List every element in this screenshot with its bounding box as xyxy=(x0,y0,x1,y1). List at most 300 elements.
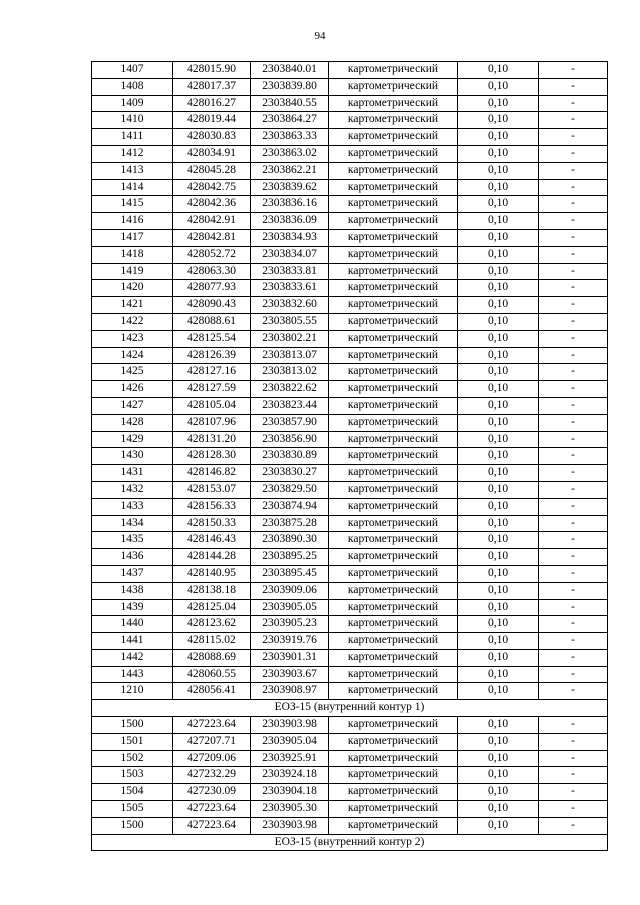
method-cell: картометрический xyxy=(329,246,458,263)
method-cell: картометрический xyxy=(329,414,458,431)
accuracy-cell: 0,10 xyxy=(458,565,539,582)
table-row xyxy=(92,481,608,498)
table-row xyxy=(92,162,608,179)
accuracy-cell: 0,10 xyxy=(458,162,539,179)
method-cell: картометрический xyxy=(329,129,458,146)
table-row xyxy=(92,750,608,767)
point-number: 1415 xyxy=(92,196,173,213)
point-number: 1502 xyxy=(92,750,173,767)
table-row xyxy=(92,565,608,582)
note-cell: - xyxy=(539,313,608,330)
point-number: 1500 xyxy=(92,817,173,834)
point-number: 1408 xyxy=(92,78,173,95)
coord-x: 428123.62 xyxy=(173,616,251,633)
coord-x: 427223.64 xyxy=(173,717,251,734)
method-cell: картометрический xyxy=(329,465,458,482)
accuracy-cell: 0,10 xyxy=(458,95,539,112)
coord-y: 2303840.55 xyxy=(251,95,329,112)
coord-y: 2303863.02 xyxy=(251,145,329,162)
note-cell: - xyxy=(539,330,608,347)
accuracy-cell: 0,10 xyxy=(458,112,539,129)
table-row xyxy=(92,179,608,196)
table-row xyxy=(92,616,608,633)
coord-y: 2303905.04 xyxy=(251,733,329,750)
coord-y: 2303830.89 xyxy=(251,448,329,465)
point-number: 1434 xyxy=(92,515,173,532)
coord-x: 428063.30 xyxy=(173,263,251,280)
accuracy-cell: 0,10 xyxy=(458,347,539,364)
table-row xyxy=(92,297,608,314)
point-number: 1424 xyxy=(92,347,173,364)
method-cell: картометрический xyxy=(329,498,458,515)
coord-y: 2303822.62 xyxy=(251,381,329,398)
accuracy-cell: 0,10 xyxy=(458,129,539,146)
coord-x: 427223.64 xyxy=(173,801,251,818)
coordinates-table xyxy=(91,61,608,851)
method-cell: картометрический xyxy=(329,229,458,246)
section-label: ЕОЗ-15 (внутренний контур 2) xyxy=(92,834,608,851)
coord-x: 428088.61 xyxy=(173,313,251,330)
note-cell: - xyxy=(539,549,608,566)
accuracy-cell: 0,10 xyxy=(458,196,539,213)
coord-x: 428088.69 xyxy=(173,649,251,666)
coord-y: 2303905.05 xyxy=(251,599,329,616)
coord-x: 428015.90 xyxy=(173,62,251,79)
note-cell: - xyxy=(539,297,608,314)
table-row xyxy=(92,330,608,347)
coord-y: 2303903.98 xyxy=(251,717,329,734)
table-row xyxy=(92,549,608,566)
accuracy-cell: 0,10 xyxy=(458,246,539,263)
note-cell: - xyxy=(539,532,608,549)
method-cell: картометрический xyxy=(329,649,458,666)
table-row xyxy=(92,515,608,532)
note-cell: - xyxy=(539,246,608,263)
coord-y: 2303833.81 xyxy=(251,263,329,280)
accuracy-cell: 0,10 xyxy=(458,213,539,230)
coord-x: 428131.20 xyxy=(173,431,251,448)
accuracy-cell: 0,10 xyxy=(458,784,539,801)
method-cell: картометрический xyxy=(329,280,458,297)
point-number: 1430 xyxy=(92,448,173,465)
accuracy-cell: 0,10 xyxy=(458,683,539,700)
table-row xyxy=(92,599,608,616)
method-cell: картометрический xyxy=(329,633,458,650)
table-row xyxy=(92,381,608,398)
coord-y: 2303925.91 xyxy=(251,750,329,767)
coord-x: 428153.07 xyxy=(173,481,251,498)
point-number: 1431 xyxy=(92,465,173,482)
table-row xyxy=(92,733,608,750)
method-cell: картометрический xyxy=(329,397,458,414)
note-cell: - xyxy=(539,129,608,146)
note-cell: - xyxy=(539,633,608,650)
coord-x: 428019.44 xyxy=(173,112,251,129)
coord-y: 2303857.90 xyxy=(251,414,329,431)
table-row xyxy=(92,465,608,482)
note-cell: - xyxy=(539,179,608,196)
note-cell: - xyxy=(539,112,608,129)
note-cell: - xyxy=(539,498,608,515)
accuracy-cell: 0,10 xyxy=(458,582,539,599)
note-cell: - xyxy=(539,280,608,297)
accuracy-cell: 0,10 xyxy=(458,767,539,784)
coord-x: 428045.28 xyxy=(173,162,251,179)
method-cell: картометрический xyxy=(329,263,458,280)
coord-y: 2303901.31 xyxy=(251,649,329,666)
method-cell: картометрический xyxy=(329,179,458,196)
accuracy-cell: 0,10 xyxy=(458,297,539,314)
note-cell: - xyxy=(539,414,608,431)
accuracy-cell: 0,10 xyxy=(458,515,539,532)
coord-y: 2303834.93 xyxy=(251,229,329,246)
note-cell: - xyxy=(539,347,608,364)
coord-y: 2303895.25 xyxy=(251,549,329,566)
table-row xyxy=(92,448,608,465)
point-number: 1433 xyxy=(92,498,173,515)
table-row xyxy=(92,683,608,700)
accuracy-cell: 0,10 xyxy=(458,229,539,246)
accuracy-cell: 0,10 xyxy=(458,498,539,515)
method-cell: картометрический xyxy=(329,515,458,532)
method-cell: картометрический xyxy=(329,347,458,364)
page-number: 94 xyxy=(314,30,326,42)
point-number: 1423 xyxy=(92,330,173,347)
coord-x: 428138.18 xyxy=(173,582,251,599)
coord-y: 2303903.98 xyxy=(251,817,329,834)
coord-x: 428052.72 xyxy=(173,246,251,263)
table-row xyxy=(92,78,608,95)
coord-x: 428107.96 xyxy=(173,414,251,431)
method-cell: картометрический xyxy=(329,78,458,95)
coord-y: 2303875.28 xyxy=(251,515,329,532)
point-number: 1426 xyxy=(92,381,173,398)
method-cell: картометрический xyxy=(329,582,458,599)
coord-y: 2303840.01 xyxy=(251,62,329,79)
method-cell: картометрический xyxy=(329,145,458,162)
coord-x: 428017.37 xyxy=(173,78,251,95)
accuracy-cell: 0,10 xyxy=(458,481,539,498)
point-number: 1437 xyxy=(92,565,173,582)
accuracy-cell: 0,10 xyxy=(458,817,539,834)
accuracy-cell: 0,10 xyxy=(458,330,539,347)
accuracy-cell: 0,10 xyxy=(458,145,539,162)
coord-y: 2303905.23 xyxy=(251,616,329,633)
coord-y: 2303904.18 xyxy=(251,784,329,801)
coord-x: 428150.33 xyxy=(173,515,251,532)
note-cell: - xyxy=(539,364,608,381)
section-row xyxy=(92,700,608,717)
table-row xyxy=(92,633,608,650)
note-cell: - xyxy=(539,397,608,414)
note-cell: - xyxy=(539,767,608,784)
accuracy-cell: 0,10 xyxy=(458,448,539,465)
table-row xyxy=(92,532,608,549)
method-cell: картометрический xyxy=(329,481,458,498)
method-cell: картометрический xyxy=(329,817,458,834)
note-cell: - xyxy=(539,448,608,465)
method-cell: картометрический xyxy=(329,364,458,381)
table-body-contour-1 xyxy=(92,62,608,700)
table-row xyxy=(92,62,608,79)
note-cell: - xyxy=(539,213,608,230)
point-number: 1439 xyxy=(92,599,173,616)
note-cell: - xyxy=(539,431,608,448)
method-cell: картометрический xyxy=(329,801,458,818)
coord-y: 2303833.61 xyxy=(251,280,329,297)
coord-x: 428146.43 xyxy=(173,532,251,549)
point-number: 1443 xyxy=(92,666,173,683)
table-row xyxy=(92,397,608,414)
method-cell: картометрический xyxy=(329,767,458,784)
point-number: 1432 xyxy=(92,481,173,498)
coord-x: 428125.54 xyxy=(173,330,251,347)
table-row xyxy=(92,817,608,834)
table-row xyxy=(92,414,608,431)
table-row xyxy=(92,649,608,666)
coord-x: 428126.39 xyxy=(173,347,251,364)
point-number: 1421 xyxy=(92,297,173,314)
coord-x: 427207.71 xyxy=(173,733,251,750)
method-cell: картометрический xyxy=(329,162,458,179)
accuracy-cell: 0,10 xyxy=(458,616,539,633)
note-cell: - xyxy=(539,145,608,162)
coord-x: 428128.30 xyxy=(173,448,251,465)
accuracy-cell: 0,10 xyxy=(458,465,539,482)
coord-x: 428077.93 xyxy=(173,280,251,297)
table-row xyxy=(92,364,608,381)
note-cell: - xyxy=(539,666,608,683)
coord-y: 2303802.21 xyxy=(251,330,329,347)
method-cell: картометрический xyxy=(329,666,458,683)
coord-y: 2303829.50 xyxy=(251,481,329,498)
coord-x: 428042.36 xyxy=(173,196,251,213)
accuracy-cell: 0,10 xyxy=(458,801,539,818)
accuracy-cell: 0,10 xyxy=(458,532,539,549)
accuracy-cell: 0,10 xyxy=(458,666,539,683)
method-cell: картометрический xyxy=(329,330,458,347)
point-number: 1417 xyxy=(92,229,173,246)
method-cell: картометрический xyxy=(329,62,458,79)
note-cell: - xyxy=(539,750,608,767)
coord-y: 2303903.67 xyxy=(251,666,329,683)
accuracy-cell: 0,10 xyxy=(458,381,539,398)
point-number: 1425 xyxy=(92,364,173,381)
point-number: 1500 xyxy=(92,717,173,734)
table-row xyxy=(92,95,608,112)
note-cell: - xyxy=(539,78,608,95)
coord-y: 2303813.07 xyxy=(251,347,329,364)
accuracy-cell: 0,10 xyxy=(458,549,539,566)
method-cell: картометрический xyxy=(329,549,458,566)
accuracy-cell: 0,10 xyxy=(458,599,539,616)
table-row xyxy=(92,196,608,213)
table-row xyxy=(92,246,608,263)
point-number: 1420 xyxy=(92,280,173,297)
accuracy-cell: 0,10 xyxy=(458,750,539,767)
note-cell: - xyxy=(539,565,608,582)
table-body-contour-2 xyxy=(92,717,608,835)
method-cell: картометрический xyxy=(329,196,458,213)
method-cell: картометрический xyxy=(329,381,458,398)
point-number: 1436 xyxy=(92,549,173,566)
coord-x: 428127.59 xyxy=(173,381,251,398)
coord-y: 2303905.30 xyxy=(251,801,329,818)
point-number: 1440 xyxy=(92,616,173,633)
point-number: 1501 xyxy=(92,733,173,750)
method-cell: картометрический xyxy=(329,750,458,767)
note-cell: - xyxy=(539,381,608,398)
note-cell: - xyxy=(539,481,608,498)
point-number: 1407 xyxy=(92,62,173,79)
point-number: 1428 xyxy=(92,414,173,431)
coord-x: 428042.81 xyxy=(173,229,251,246)
coord-y: 2303834.07 xyxy=(251,246,329,263)
table-row xyxy=(92,784,608,801)
note-cell: - xyxy=(539,465,608,482)
coord-x: 427223.64 xyxy=(173,817,251,834)
coord-y: 2303832.60 xyxy=(251,297,329,314)
table-row xyxy=(92,112,608,129)
point-number: 1410 xyxy=(92,112,173,129)
coord-x: 428016.27 xyxy=(173,95,251,112)
table-row xyxy=(92,666,608,683)
coord-x: 428144.28 xyxy=(173,549,251,566)
point-number: 1504 xyxy=(92,784,173,801)
coord-y: 2303839.62 xyxy=(251,179,329,196)
method-cell: картометрический xyxy=(329,565,458,582)
coord-x: 428156.33 xyxy=(173,498,251,515)
note-cell: - xyxy=(539,162,608,179)
note-cell: - xyxy=(539,229,608,246)
coord-y: 2303830.27 xyxy=(251,465,329,482)
point-number: 1419 xyxy=(92,263,173,280)
coord-x: 428146.82 xyxy=(173,465,251,482)
coord-x: 428034.91 xyxy=(173,145,251,162)
point-number: 1442 xyxy=(92,649,173,666)
table-row xyxy=(92,313,608,330)
note-cell: - xyxy=(539,683,608,700)
coord-x: 428125.04 xyxy=(173,599,251,616)
coord-y: 2303862.21 xyxy=(251,162,329,179)
coord-y: 2303856.90 xyxy=(251,431,329,448)
note-cell: - xyxy=(539,784,608,801)
accuracy-cell: 0,10 xyxy=(458,414,539,431)
coord-y: 2303836.09 xyxy=(251,213,329,230)
method-cell: картометрический xyxy=(329,733,458,750)
table-row xyxy=(92,717,608,734)
coord-x: 428042.91 xyxy=(173,213,251,230)
table-row xyxy=(92,767,608,784)
point-number: 1416 xyxy=(92,213,173,230)
coord-y: 2303874.94 xyxy=(251,498,329,515)
coord-x: 428042.75 xyxy=(173,179,251,196)
table-row xyxy=(92,582,608,599)
coord-y: 2303805.55 xyxy=(251,313,329,330)
note-cell: - xyxy=(539,599,608,616)
coord-y: 2303836.16 xyxy=(251,196,329,213)
point-number: 1429 xyxy=(92,431,173,448)
coord-x: 428140.95 xyxy=(173,565,251,582)
table-row xyxy=(92,129,608,146)
point-number: 1411 xyxy=(92,129,173,146)
method-cell: картометрический xyxy=(329,431,458,448)
point-number: 1422 xyxy=(92,313,173,330)
method-cell: картометрический xyxy=(329,599,458,616)
table-row xyxy=(92,347,608,364)
note-cell: - xyxy=(539,817,608,834)
table-row xyxy=(92,229,608,246)
point-number: 1418 xyxy=(92,246,173,263)
table-row xyxy=(92,431,608,448)
table-row xyxy=(92,801,608,818)
table-row xyxy=(92,498,608,515)
accuracy-cell: 0,10 xyxy=(458,179,539,196)
table-row xyxy=(92,263,608,280)
accuracy-cell: 0,10 xyxy=(458,364,539,381)
point-number: 1409 xyxy=(92,95,173,112)
note-cell: - xyxy=(539,196,608,213)
coord-y: 2303895.45 xyxy=(251,565,329,582)
coord-y: 2303863.33 xyxy=(251,129,329,146)
table-row xyxy=(92,145,608,162)
point-number: 1505 xyxy=(92,801,173,818)
coord-x: 428127.16 xyxy=(173,364,251,381)
coord-y: 2303908.97 xyxy=(251,683,329,700)
section-label: ЕОЗ-15 (внутренний контур 1) xyxy=(92,700,608,717)
method-cell: картометрический xyxy=(329,717,458,734)
accuracy-cell: 0,10 xyxy=(458,313,539,330)
method-cell: картометрический xyxy=(329,532,458,549)
coord-y: 2303864.27 xyxy=(251,112,329,129)
point-number: 1412 xyxy=(92,145,173,162)
method-cell: картометрический xyxy=(329,297,458,314)
coord-y: 2303909.06 xyxy=(251,582,329,599)
method-cell: картометрический xyxy=(329,95,458,112)
accuracy-cell: 0,10 xyxy=(458,733,539,750)
note-cell: - xyxy=(539,649,608,666)
accuracy-cell: 0,10 xyxy=(458,717,539,734)
method-cell: картометрический xyxy=(329,448,458,465)
coord-x: 428056.41 xyxy=(173,683,251,700)
accuracy-cell: 0,10 xyxy=(458,397,539,414)
method-cell: картометрический xyxy=(329,112,458,129)
section-row xyxy=(92,834,608,851)
note-cell: - xyxy=(539,733,608,750)
method-cell: картометрический xyxy=(329,313,458,330)
note-cell: - xyxy=(539,801,608,818)
coord-x: 427230.09 xyxy=(173,784,251,801)
note-cell: - xyxy=(539,582,608,599)
coord-x: 428090.43 xyxy=(173,297,251,314)
coord-x: 428060.55 xyxy=(173,666,251,683)
accuracy-cell: 0,10 xyxy=(458,263,539,280)
note-cell: - xyxy=(539,717,608,734)
coord-y: 2303823.44 xyxy=(251,397,329,414)
point-number: 1414 xyxy=(92,179,173,196)
point-number: 1503 xyxy=(92,767,173,784)
note-cell: - xyxy=(539,515,608,532)
note-cell: - xyxy=(539,616,608,633)
coord-y: 2303813.02 xyxy=(251,364,329,381)
table-row xyxy=(92,213,608,230)
note-cell: - xyxy=(539,62,608,79)
accuracy-cell: 0,10 xyxy=(458,431,539,448)
note-cell: - xyxy=(539,95,608,112)
method-cell: картометрический xyxy=(329,616,458,633)
note-cell: - xyxy=(539,263,608,280)
accuracy-cell: 0,10 xyxy=(458,633,539,650)
